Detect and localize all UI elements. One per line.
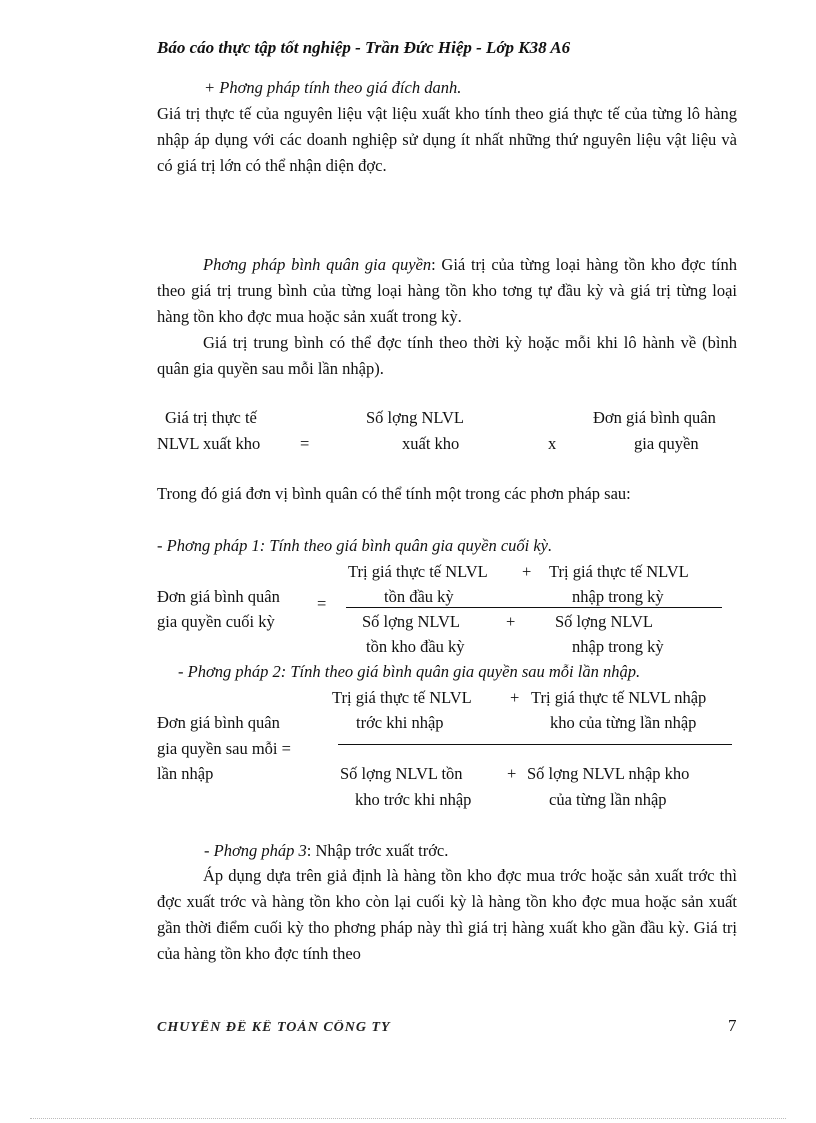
method3-heading bbox=[204, 841, 448, 861]
paragraph-specific-identification bbox=[157, 101, 737, 179]
method2-den-a1: Số lợng NLVL tồn bbox=[340, 764, 463, 783]
method2-den-plus: + bbox=[507, 764, 517, 783]
method1-num-plus: + bbox=[522, 562, 532, 581]
footer-text: CHUYÊN ĐỀ KẾ TOÁN CÔNG TY bbox=[157, 1020, 391, 1033]
paragraph-text: Áp dụng dựa trên giả định là hàng tồn kho đợc mua trớc hoặc sản xuất trớc thì đợc xuất trớc và hàng tồn kho còn lại cuối kỳ là hàng tồn kho đợc mua hoặc sản xuất gần thời điểm cuối kỳ tho phơng pháp này thì giá trị hàng xuất kho gần đầu kỳ. Giá trị của hàng tồn kho đợc tính theo bbox=[157, 866, 737, 963]
method1-den-b2: nhập trong kỳ bbox=[572, 637, 664, 656]
method2-fraction-bar bbox=[338, 744, 732, 745]
paragraph-text bbox=[157, 252, 737, 330]
paragraph-text-rest: : Giá trị của từng loại hàng tồn kho đợc tính theo giá trị trung bình của từng loại hàng tồn kho tơng tự đầu kỳ và giá trị từng loại hàng tồn kho đợc mua hoặc sản xuất trong kỳ. bbox=[157, 255, 737, 326]
method2-den-b1: Số lợng NLVL nhập kho bbox=[527, 764, 690, 783]
method2-num-a2: trớc khi nhập bbox=[356, 713, 444, 732]
method2-num-a1: Trị giá thực tế NLVL bbox=[332, 688, 472, 707]
formula1-equals: = bbox=[300, 434, 310, 453]
method1-lhs-line2: gia quyền cuối kỳ bbox=[157, 612, 275, 631]
method1-num-a1: Trị giá thực tế NLVL bbox=[348, 562, 488, 581]
methods-intro: Trong đó giá đơn vị bình quân có thể tính một trong các phơn pháp sau: bbox=[157, 484, 631, 503]
formula1-lhs-line2: NLVL xuất kho bbox=[157, 434, 261, 453]
method1-den-a1: Số lợng NLVL bbox=[362, 612, 460, 631]
method2-den-a2: kho trớc khi nhập bbox=[355, 790, 472, 809]
method2-num-plus: + bbox=[510, 688, 520, 707]
formula1-lhs-line1: Giá trị thực tế bbox=[165, 408, 257, 427]
method1-fraction-bar bbox=[346, 607, 722, 608]
formula1-times: x bbox=[548, 434, 557, 453]
formula1-rhs-line2: gia quyền bbox=[634, 434, 699, 453]
paragraph-weighted-average bbox=[157, 252, 737, 382]
formula1-mid-line2: xuất kho bbox=[402, 434, 460, 453]
method2-lhs-line2: gia quyền sau mỗi = bbox=[157, 739, 291, 758]
method1-den-b1: Số lợng NLVL bbox=[555, 612, 653, 631]
formula1-rhs-line1: Đơn giá bình quân bbox=[593, 408, 716, 427]
page-header: Báo cáo thực tập tốt nghiệp - Trần Đức Hiệp - Lớp K38 A6 bbox=[157, 38, 571, 57]
method1-lhs-line1: Đơn giá bình quân bbox=[157, 587, 280, 606]
page-bottom-border bbox=[30, 1118, 786, 1119]
paragraph-text: Giá trị thực tế của nguyên liệu vật liệu xuất kho tính theo giá thực tế của từng lô hàng nhập áp dụng với các doanh nghiệp sử dụng ít nhất những thứ nguyên liệu vật liệu và có giá trị lớn có thể nhận diện đợc. bbox=[157, 104, 737, 175]
section-heading-specific-identification: + Phơng pháp tính theo giá đích danh. bbox=[204, 78, 462, 97]
method3-heading-rest: : Nhập trớc xuất trớc. bbox=[306, 841, 449, 860]
method2-lhs-line1: Đơn giá bình quân bbox=[157, 713, 280, 732]
method2-num-b1: Trị giá thực tế NLVL nhập bbox=[531, 688, 707, 707]
method2-heading: - Phơng pháp 2: Tính theo giá bình quân gia quyền sau mỗi lần nhập. bbox=[178, 662, 641, 681]
paragraph-fifo bbox=[157, 863, 737, 967]
paragraph-text: Giá trị trung bình có thể đợc tính theo thời kỳ hoặc mỗi khi lô hành về (bình quân gia quyền sau mỗi lần nhập). bbox=[157, 333, 737, 378]
method3-term: - Phơng pháp 3 bbox=[204, 841, 307, 860]
method2-den-b2: của từng lần nhập bbox=[549, 790, 667, 809]
page-number: 7 bbox=[728, 1016, 737, 1035]
method1-num-b1: Trị giá thực tế NLVL bbox=[549, 562, 689, 581]
method1-heading: - Phơng pháp 1: Tính theo giá bình quân gia quyền cuối kỳ. bbox=[157, 536, 553, 555]
method1-equals: = bbox=[317, 594, 327, 613]
method2-num-b2: kho của từng lần nhập bbox=[550, 713, 697, 732]
method1-num-a2: tồn đầu kỳ bbox=[384, 587, 454, 606]
method1-num-b2: nhập trong kỳ bbox=[572, 587, 664, 606]
method2-lhs-line3: lần nhập bbox=[157, 764, 214, 783]
formula1-mid-line1: Số lợng NLVL bbox=[366, 408, 464, 427]
method1-den-plus: + bbox=[506, 612, 516, 631]
method1-den-a2: tồn kho đầu kỳ bbox=[366, 637, 465, 656]
term-weighted-average: Phơng pháp bình quân gia quyền bbox=[203, 255, 432, 274]
